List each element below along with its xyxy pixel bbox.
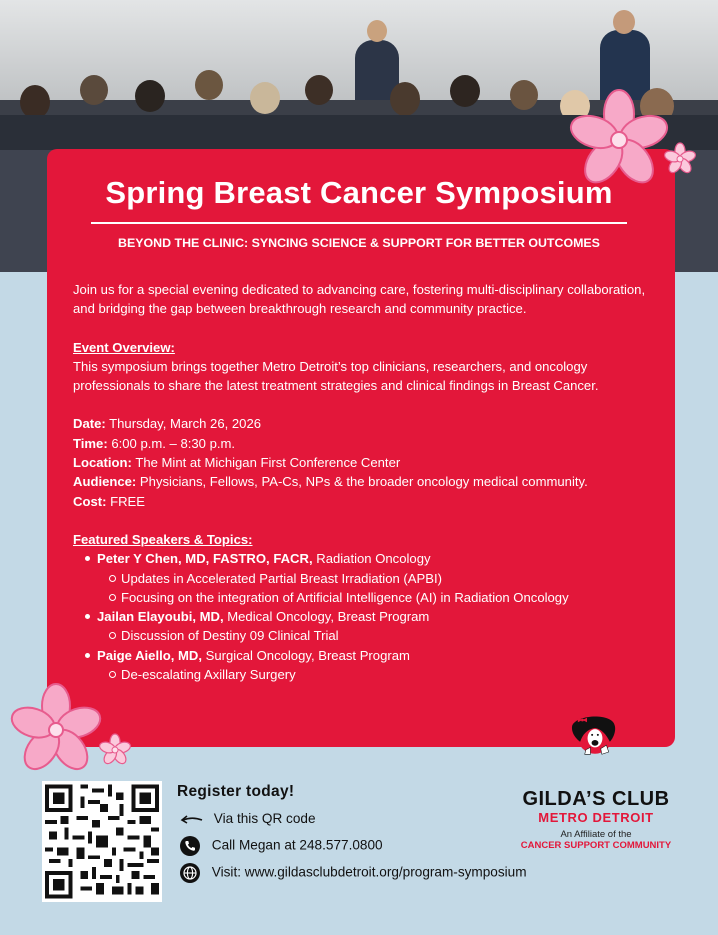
logo-affiliate: An Affiliate of the — [560, 829, 632, 840]
speakers-heading: Featured Speakers & Topics: — [73, 531, 253, 547]
speaker-item: Peter Y Chen, MD, FASTRO, FACR, Radiation Oncology Updates in Accelerated Partial Breast Irradiation (APBI) Focusing on the integration of Artificial Intelligence (AI) in Radiation Oncology — [83, 549, 663, 607]
detail-cost: Cost: FREE — [73, 493, 146, 509]
intro-text: Join us for a special evening dedicated to advancing care, fostering multi-disciplinary collaboration, and bridging the gap between breakthrough research and community practice. — [73, 282, 646, 317]
flower-icon — [98, 733, 132, 767]
overview-text: This symposium brings together Metro Detroit’s top clinicians, researchers, and oncology professionals to share the latest treatment strategies and clinical findings in Breast Cancer. — [73, 358, 599, 394]
detail-location: Location: The Mint at Michigan First Conference Center — [73, 455, 401, 471]
event-details — [73, 280, 663, 684]
flower-icon — [8, 682, 104, 778]
page-subtitle: BEYOND THE CLINIC: SYNCING SCIENCE & SUPPORT FOR BETTER OUTCOMES — [118, 236, 600, 250]
overview-heading: Event Overview: — [73, 339, 175, 355]
qr-instruction: Via this QR code — [180, 811, 316, 826]
flower-icon — [663, 142, 697, 176]
logo-region: METRO DETROIT — [538, 810, 654, 825]
topic-item: Updates in Accelerated Partial Breast Irradiation (APBI) — [107, 569, 663, 588]
logo-name: GILDA’S CLUB — [522, 788, 670, 810]
visit-link[interactable]: Visit: www.gildasclubdetroit.org/program-symposium — [180, 863, 527, 883]
registration-qr-code[interactable] — [42, 781, 162, 902]
topic-item: Focusing on the integration of Artificial Intelligence (AI) in Radiation Oncology — [107, 588, 663, 607]
topic-item: De-escalating Axillary Surgery — [107, 665, 663, 684]
topic-item: Discussion of Destiny 09 Clinical Trial — [107, 626, 663, 645]
page-title: Spring Breast Cancer Symposium — [105, 175, 613, 210]
title-divider — [91, 222, 627, 224]
call-line[interactable]: Call Megan at 248.577.0800 — [180, 836, 383, 856]
detail-time: Time: 6:00 p.m. – 8:30 p.m. — [73, 435, 236, 451]
phone-icon — [180, 836, 200, 856]
globe-icon — [180, 863, 200, 883]
speaker-item: Jailan Elayoubi, MD, Medical Oncology, Breast Program Discussion of Destiny 09 Clinical Trial — [83, 607, 663, 646]
gildas-club-logo-icon — [515, 712, 675, 792]
speakers-list — [83, 549, 663, 684]
speaker-item: Paige Aiello, MD, Surgical Oncology, Breast Program De-escalating Axillary Surgery — [83, 646, 663, 685]
register-heading: Register today! — [177, 783, 295, 800]
detail-date: Date: Thursday, March 26, 2026 — [73, 416, 262, 432]
arrow-left-icon — [180, 812, 204, 826]
detail-audience: Audience: Physicians, Fellows, PA-Cs, NPs & the broader oncology medical community. — [73, 474, 588, 490]
logo-network: CANCER SUPPORT COMMUNITY — [520, 840, 672, 851]
